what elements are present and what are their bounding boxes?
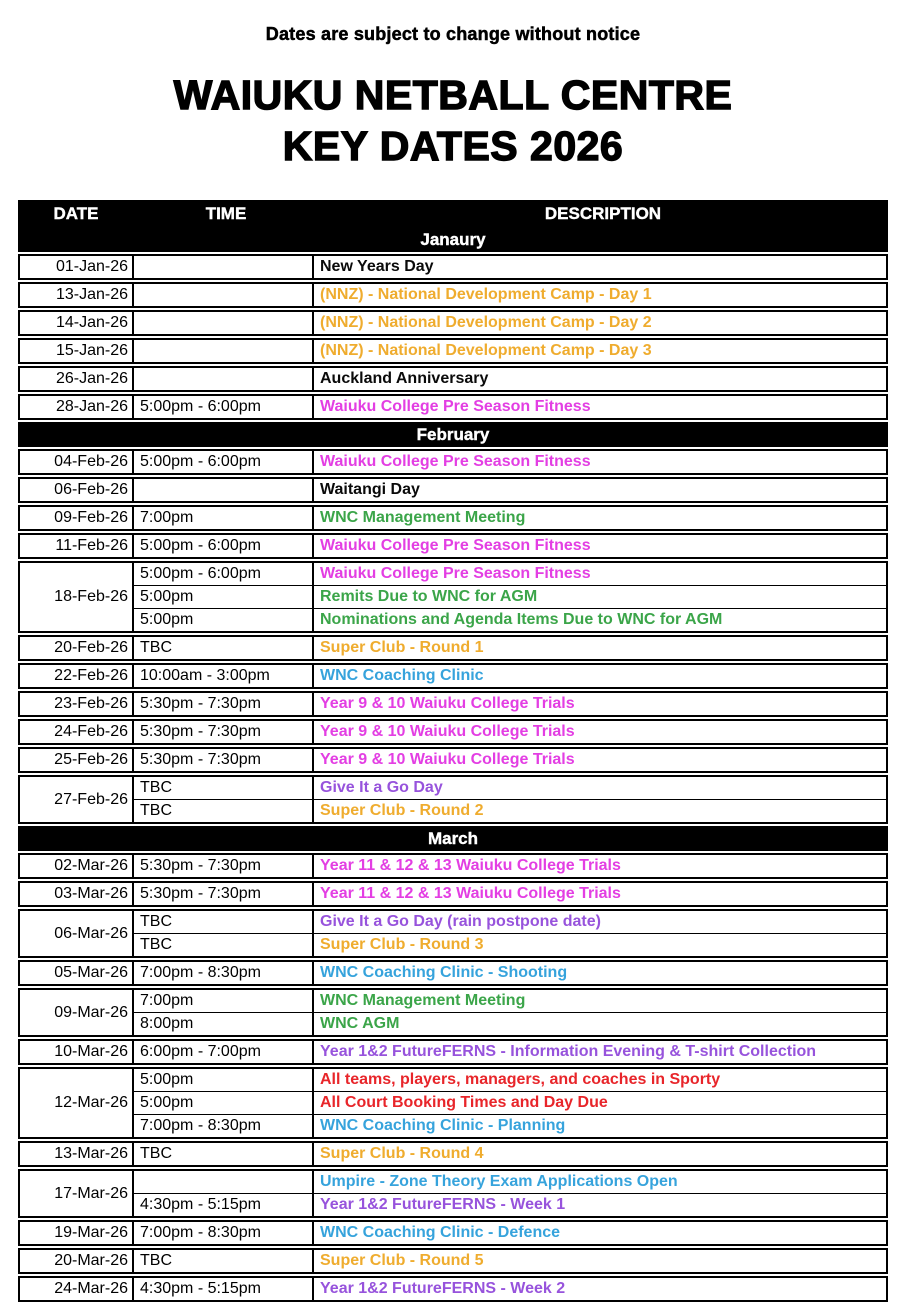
date-cell: 06-Mar-26	[20, 911, 134, 956]
description-cell: Year 9 & 10 Waiuku College Trials	[320, 723, 575, 740]
time-cell: 5:00pm - 6:00pm	[134, 563, 314, 585]
description-cell: Year 1&2 FutureFERNS - Week 2	[320, 1280, 566, 1297]
event-entry	[134, 1143, 886, 1165]
date-cell: 19-Mar-26	[20, 1222, 134, 1244]
date-cell: 25-Feb-26	[20, 749, 134, 771]
month-band: March	[18, 826, 888, 851]
description-cell: Year 11 & 12 & 13 Waiuku College Trials	[320, 857, 621, 874]
time-cell	[134, 312, 314, 334]
page-title	[0, 70, 906, 173]
description-cell: Give It a Go Day (rain postpone date)	[320, 913, 601, 930]
table-row	[18, 394, 888, 420]
event-entry	[134, 1012, 886, 1035]
event-entry	[134, 312, 886, 334]
table-row	[18, 366, 888, 392]
table-row	[18, 477, 888, 503]
time-cell: 4:30pm - 5:15pm	[134, 1278, 314, 1300]
description-cell: WNC Coaching Clinic - Planning	[320, 1117, 566, 1134]
event-entry	[134, 693, 886, 715]
page-title-line2: KEY DATES 2026	[282, 123, 624, 170]
description-cell: Super Club - Round 2	[320, 802, 484, 819]
row-entries	[134, 693, 886, 715]
row-entries	[134, 1250, 886, 1272]
description-cell: Year 1&2 FutureFERNS - Information Evening & T-shirt Collection	[320, 1043, 817, 1060]
time-cell	[134, 479, 314, 501]
table-row	[18, 254, 888, 280]
row-entries	[134, 637, 886, 659]
time-cell: 5:00pm	[134, 609, 314, 631]
event-entry	[134, 933, 886, 956]
table-row	[18, 1248, 888, 1274]
description-cell: Waiuku College Pre Season Fitness	[320, 453, 591, 470]
table-row	[18, 310, 888, 336]
table-row	[18, 1067, 888, 1139]
description-cell: Year 1&2 FutureFERNS - Week 1	[320, 1196, 566, 1213]
event-entry	[134, 749, 886, 771]
date-cell: 13-Jan-26	[20, 284, 134, 306]
time-cell: TBC	[134, 1250, 314, 1272]
date-cell: 28-Jan-26	[20, 396, 134, 418]
date-cell: 20-Feb-26	[20, 637, 134, 659]
time-cell: 5:00pm	[134, 1092, 314, 1114]
event-entry	[134, 535, 886, 557]
table-row	[18, 1141, 888, 1167]
row-entries	[134, 368, 886, 390]
event-entry	[134, 665, 886, 687]
event-entry	[134, 479, 886, 501]
description-cell: Auckland Anniversary	[320, 370, 489, 387]
time-cell: 7:00pm - 8:30pm	[134, 1115, 314, 1137]
time-cell: 5:30pm - 7:30pm	[134, 721, 314, 743]
date-cell: 26-Jan-26	[20, 368, 134, 390]
time-cell: 5:00pm - 6:00pm	[134, 535, 314, 557]
time-cell: 5:30pm - 7:30pm	[134, 883, 314, 905]
time-cell: TBC	[134, 777, 314, 799]
table-row	[18, 960, 888, 986]
row-entries	[134, 479, 886, 501]
table-row	[18, 1039, 888, 1065]
date-cell: 15-Jan-26	[20, 340, 134, 362]
row-entries	[134, 1222, 886, 1244]
table-row	[18, 533, 888, 559]
event-entry	[134, 1091, 886, 1114]
column-header-time: TIME	[205, 203, 247, 223]
row-entries	[134, 721, 886, 743]
event-entry	[134, 1250, 886, 1272]
row-entries	[134, 256, 886, 278]
table-row	[18, 988, 888, 1037]
event-entry	[134, 855, 886, 877]
month-band: Janaury	[18, 227, 888, 252]
event-entry	[134, 396, 886, 418]
description-cell: Give It a Go Day	[320, 779, 443, 796]
event-entry	[134, 368, 886, 390]
time-cell	[134, 1171, 314, 1193]
table-row	[18, 1276, 888, 1302]
time-cell: 5:00pm - 6:00pm	[134, 396, 314, 418]
description-cell: Super Club - Round 4	[320, 1145, 484, 1162]
description-cell: All teams, players, managers, and coaches in Sporty	[320, 1071, 721, 1088]
event-entry	[134, 637, 886, 659]
time-cell: 10:00am - 3:00pm	[134, 665, 314, 687]
row-entries	[134, 340, 886, 362]
row-entries	[134, 563, 886, 631]
page-title-line1: WAIUKU NETBALL CENTRE	[173, 72, 733, 118]
description-cell: Year 9 & 10 Waiuku College Trials	[320, 695, 575, 712]
table-row	[18, 719, 888, 745]
row-entries	[134, 396, 886, 418]
table-header-row	[18, 200, 888, 227]
schedule-table-body	[18, 227, 888, 1302]
description-cell: WNC Management Meeting	[320, 992, 526, 1009]
description-cell: Waiuku College Pre Season Fitness	[320, 537, 591, 554]
description-cell: WNC Management Meeting	[320, 509, 526, 526]
row-entries	[134, 777, 886, 822]
description-cell: (NNZ) - National Development Camp - Day 3	[320, 342, 652, 359]
time-cell: 7:00pm - 8:30pm	[134, 962, 314, 984]
event-entry	[134, 990, 886, 1012]
description-cell: Waitangi Day	[320, 481, 420, 498]
row-entries	[134, 312, 886, 334]
table-row	[18, 747, 888, 773]
event-entry	[134, 1278, 886, 1300]
date-cell: 12-Mar-26	[20, 1069, 134, 1137]
date-cell: 17-Mar-26	[20, 1171, 134, 1216]
event-entry	[134, 799, 886, 822]
time-cell	[134, 368, 314, 390]
event-entry	[134, 451, 886, 473]
date-cell: 05-Mar-26	[20, 962, 134, 984]
row-entries	[134, 507, 886, 529]
time-cell: 5:00pm	[134, 586, 314, 608]
time-cell: TBC	[134, 934, 314, 956]
table-row	[18, 691, 888, 717]
date-cell: 20-Mar-26	[20, 1250, 134, 1272]
date-cell: 01-Jan-26	[20, 256, 134, 278]
date-cell: 09-Mar-26	[20, 990, 134, 1035]
description-cell: Year 9 & 10 Waiuku College Trials	[320, 751, 575, 768]
date-cell: 23-Feb-26	[20, 693, 134, 715]
time-cell: 5:00pm - 6:00pm	[134, 451, 314, 473]
event-entry	[134, 563, 886, 585]
table-row	[18, 338, 888, 364]
event-entry	[134, 883, 886, 905]
change-notice: Dates are subject to change without notice	[265, 24, 641, 44]
event-entry	[134, 777, 886, 799]
table-row	[18, 505, 888, 531]
month-band: February	[18, 422, 888, 447]
date-cell: 14-Jan-26	[20, 312, 134, 334]
event-entry	[134, 340, 886, 362]
description-cell: Waiuku College Pre Season Fitness	[320, 398, 591, 415]
row-entries	[134, 911, 886, 956]
description-cell: WNC Coaching Clinic - Defence	[320, 1224, 561, 1241]
event-entry	[134, 507, 886, 529]
description-cell: WNC AGM	[320, 1015, 400, 1032]
time-cell: 8:00pm	[134, 1013, 314, 1035]
time-cell: 5:00pm	[134, 1069, 314, 1091]
description-cell: WNC Coaching Clinic - Shooting	[320, 964, 568, 981]
table-row	[18, 635, 888, 661]
table-row	[18, 561, 888, 633]
time-cell: TBC	[134, 637, 314, 659]
event-entry	[134, 1171, 886, 1193]
event-entry	[134, 1193, 886, 1216]
description-cell: New Years Day	[320, 258, 434, 275]
date-cell: 11-Feb-26	[20, 535, 134, 557]
date-cell: 22-Feb-26	[20, 665, 134, 687]
date-cell: 09-Feb-26	[20, 507, 134, 529]
description-cell: Waiuku College Pre Season Fitness	[320, 565, 591, 582]
description-cell: Remits Due to WNC for AGM	[320, 588, 538, 605]
time-cell	[134, 284, 314, 306]
event-entry	[134, 1069, 886, 1091]
time-cell: 4:30pm - 5:15pm	[134, 1194, 314, 1216]
description-cell: Umpire - Zone Theory Exam Applications Open	[320, 1173, 678, 1190]
row-entries	[134, 1041, 886, 1063]
table-row	[18, 1169, 888, 1218]
table-row	[18, 775, 888, 824]
date-cell: 24-Mar-26	[20, 1278, 134, 1300]
table-row	[18, 853, 888, 879]
time-cell	[134, 256, 314, 278]
row-entries	[134, 962, 886, 984]
description-cell: Super Club - Round 3	[320, 936, 484, 953]
time-cell: 7:00pm	[134, 507, 314, 529]
row-entries	[134, 665, 886, 687]
time-cell: 5:30pm - 7:30pm	[134, 749, 314, 771]
row-entries	[134, 855, 886, 877]
date-cell: 24-Feb-26	[20, 721, 134, 743]
time-cell: 7:00pm - 8:30pm	[134, 1222, 314, 1244]
time-cell: TBC	[134, 1143, 314, 1165]
date-cell: 06-Feb-26	[20, 479, 134, 501]
table-row	[18, 282, 888, 308]
time-cell: TBC	[134, 911, 314, 933]
date-cell: 18-Feb-26	[20, 563, 134, 631]
table-row	[18, 909, 888, 958]
event-entry	[134, 962, 886, 984]
time-cell: 7:00pm	[134, 990, 314, 1012]
column-header-date: DATE	[53, 203, 99, 223]
event-entry	[134, 1222, 886, 1244]
row-entries	[134, 535, 886, 557]
event-entry	[134, 585, 886, 608]
event-entry	[134, 1041, 886, 1063]
table-row	[18, 1220, 888, 1246]
time-cell: 5:30pm - 7:30pm	[134, 855, 314, 877]
description-cell: (NNZ) - National Development Camp - Day 1	[320, 286, 652, 303]
date-cell: 27-Feb-26	[20, 777, 134, 822]
row-entries	[134, 451, 886, 473]
row-entries	[134, 1171, 886, 1216]
event-entry	[134, 284, 886, 306]
column-header-description: DESCRIPTION	[544, 203, 662, 223]
row-entries	[134, 883, 886, 905]
time-cell	[134, 340, 314, 362]
table-row	[18, 449, 888, 475]
event-entry	[134, 721, 886, 743]
key-dates-table	[18, 200, 888, 1304]
description-cell: Year 11 & 12 & 13 Waiuku College Trials	[320, 885, 621, 902]
row-entries	[134, 990, 886, 1035]
date-cell: 13-Mar-26	[20, 1143, 134, 1165]
event-entry	[134, 256, 886, 278]
table-row	[18, 881, 888, 907]
event-entry	[134, 608, 886, 631]
event-entry	[134, 911, 886, 933]
row-entries	[134, 749, 886, 771]
description-cell: Super Club - Round 5	[320, 1252, 484, 1269]
row-entries	[134, 1143, 886, 1165]
table-row	[18, 663, 888, 689]
date-cell: 10-Mar-26	[20, 1041, 134, 1063]
row-entries	[134, 284, 886, 306]
date-cell: 03-Mar-26	[20, 883, 134, 905]
description-cell: Nominations and Agenda Items Due to WNC for AGM	[320, 611, 723, 628]
description-cell: (NNZ) - National Development Camp - Day 2	[320, 314, 652, 331]
date-cell: 04-Feb-26	[20, 451, 134, 473]
event-entry	[134, 1114, 886, 1137]
time-cell: TBC	[134, 800, 314, 822]
description-cell: All Court Booking Times and Day Due	[320, 1094, 608, 1111]
row-entries	[134, 1278, 886, 1300]
date-cell: 02-Mar-26	[20, 855, 134, 877]
time-cell: 6:00pm - 7:00pm	[134, 1041, 314, 1063]
description-cell: WNC Coaching Clinic	[320, 667, 484, 684]
description-cell: Super Club - Round 1	[320, 639, 484, 656]
time-cell: 5:30pm - 7:30pm	[134, 693, 314, 715]
row-entries	[134, 1069, 886, 1137]
